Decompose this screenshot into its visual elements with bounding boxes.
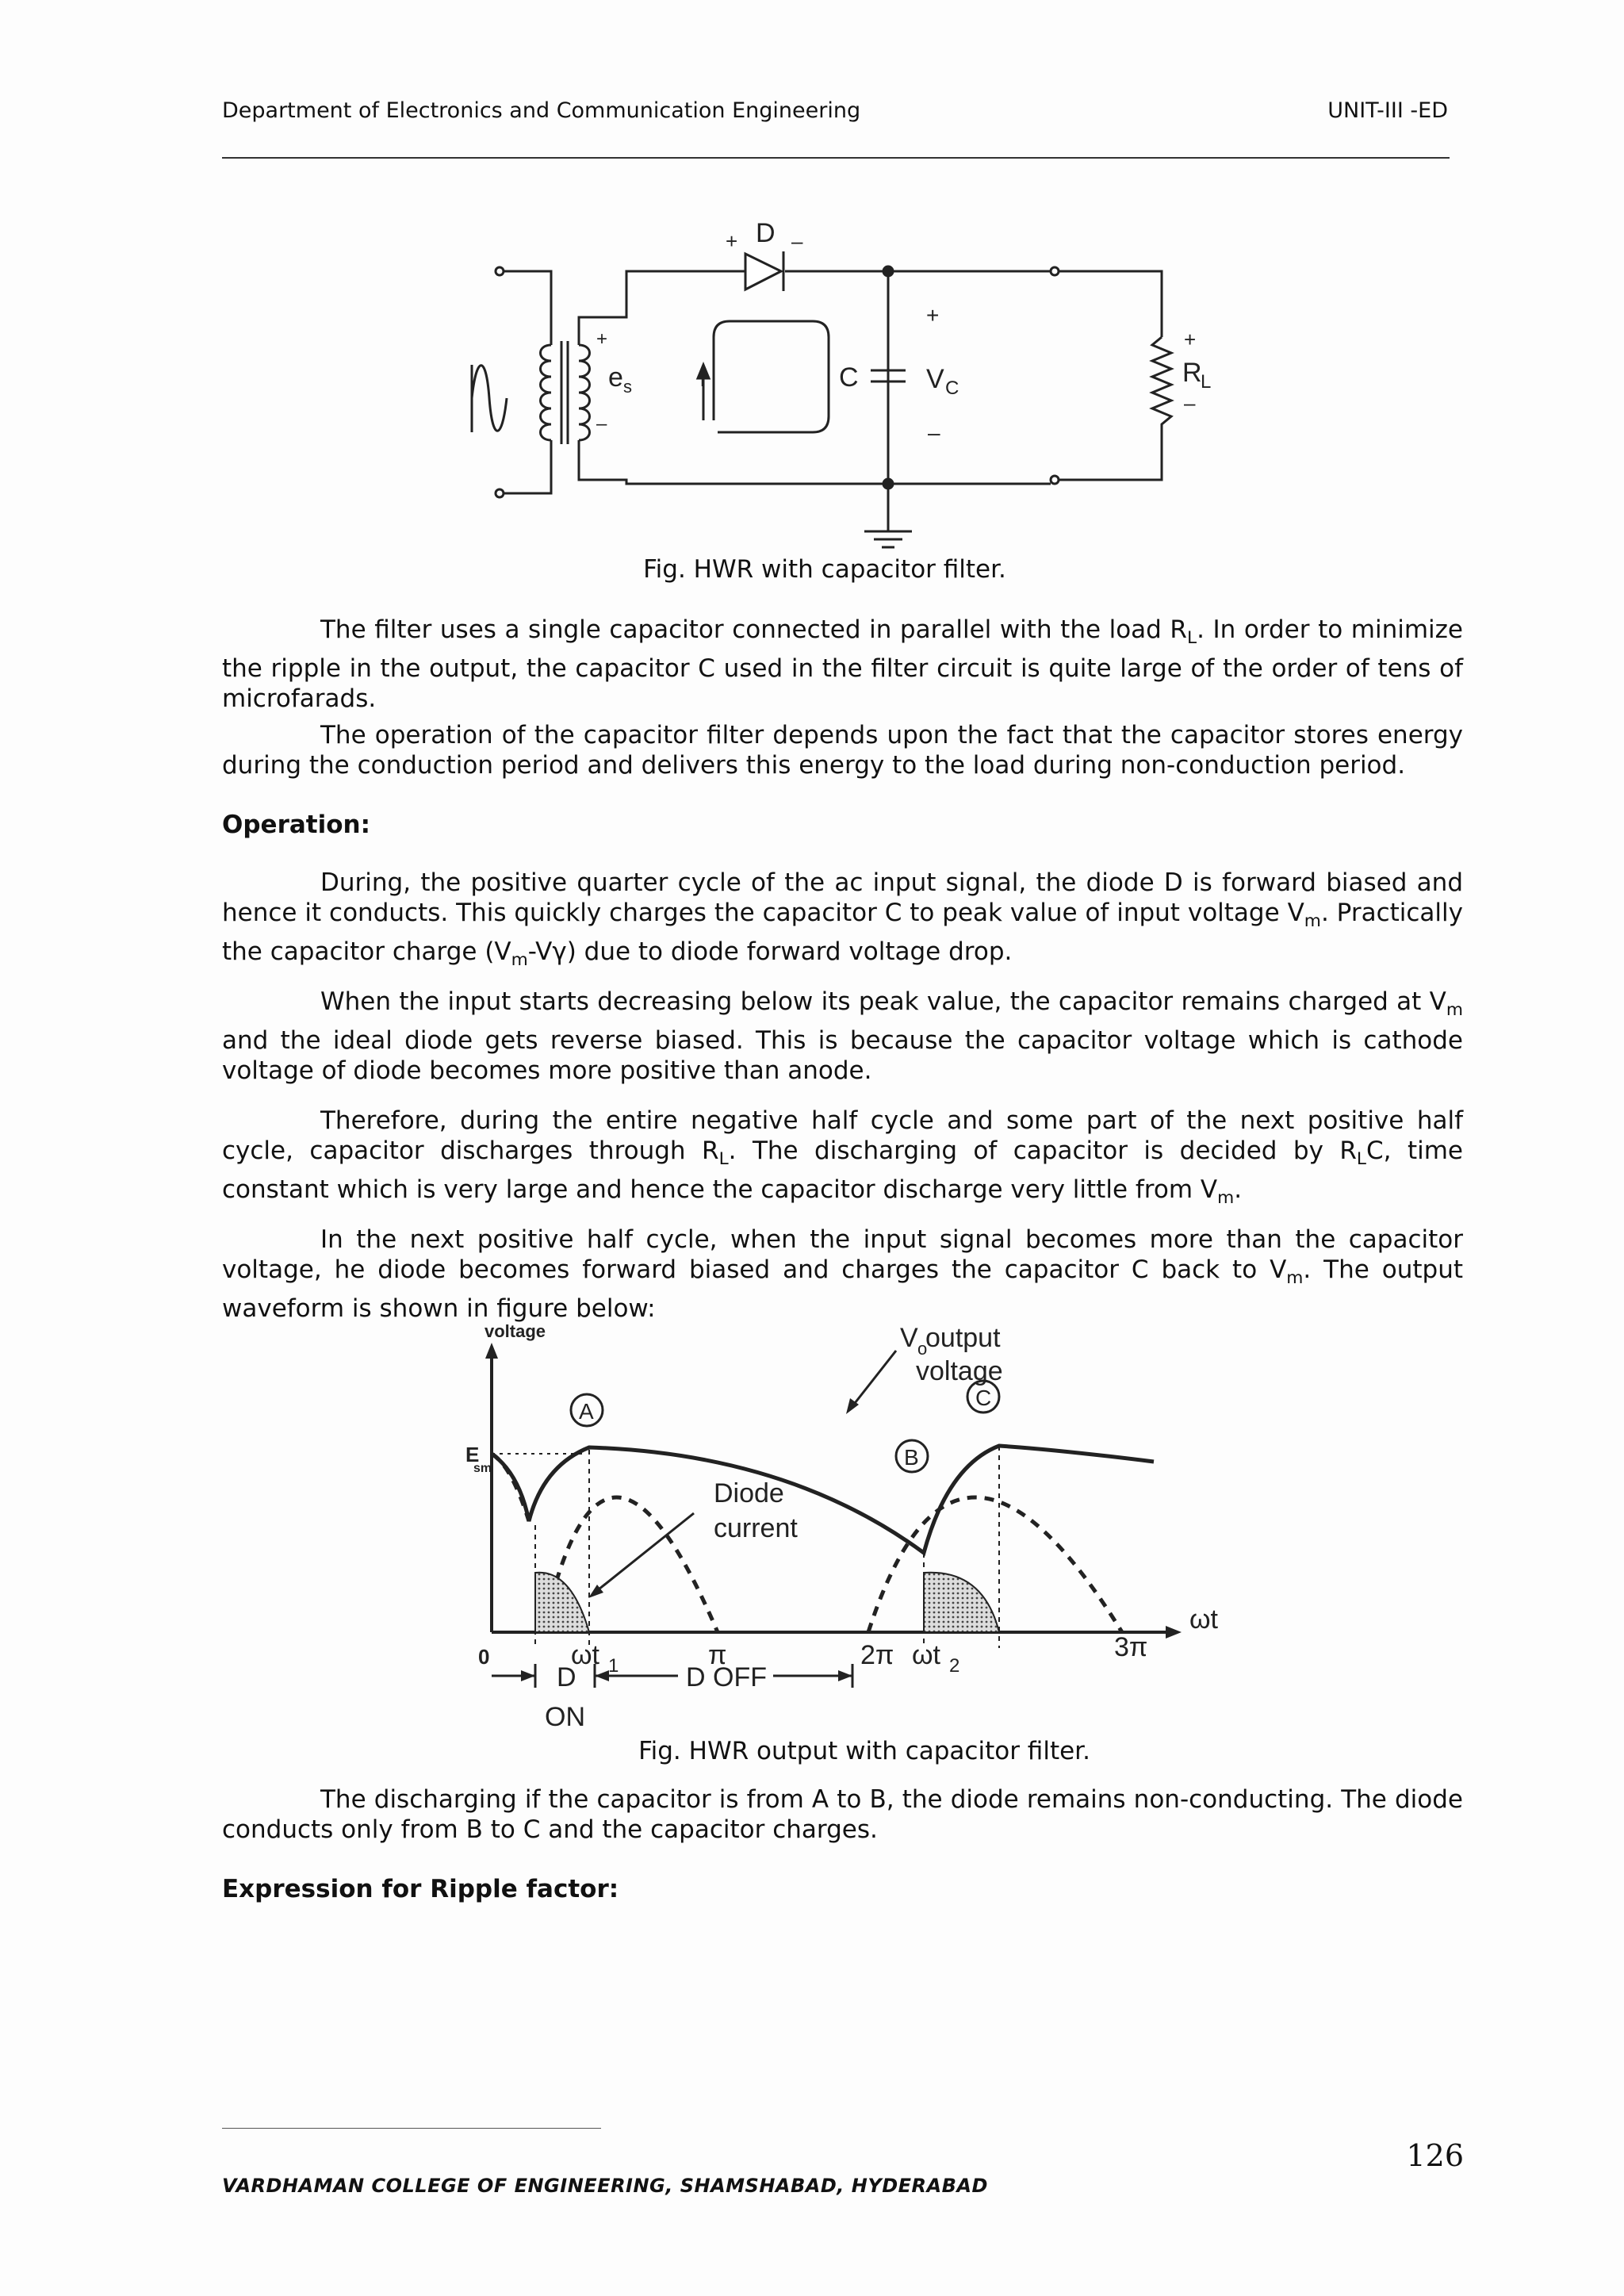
footer-rule (222, 2128, 601, 2129)
svg-text:A: A (579, 1399, 594, 1424)
svg-text:C: C (945, 378, 959, 399)
svg-text:ωt: ωt (912, 1640, 940, 1670)
svg-text:D OFF: D OFF (686, 1662, 767, 1692)
header-department: Department of Electronics and Communication Engineering (222, 98, 861, 123)
heading-operation: Operation: (222, 811, 370, 839)
load-wire (1059, 271, 1162, 480)
svg-text:o: o (917, 1339, 928, 1359)
sine-source-icon (472, 365, 507, 432)
svg-text:–: – (791, 229, 803, 253)
svg-text:+: + (596, 328, 608, 350)
secondary-winding (579, 345, 590, 440)
svg-text:C: C (975, 1386, 992, 1410)
input-terminal-bottom (496, 489, 504, 497)
svg-text:ωt: ωt (571, 1640, 599, 1670)
svg-text:ON: ON (545, 1702, 585, 1732)
svg-text:–: – (1184, 391, 1196, 415)
page-number: 126 (1406, 2138, 1464, 2173)
svg-text:D: D (557, 1662, 576, 1692)
svg-text:2π: 2π (860, 1640, 894, 1670)
paragraph-discharge-summary: The discharging if the capacitor is from A to B, the diode remains non-conducting. The diode conducts only from B to C and the capacitor charges. (222, 1785, 1463, 1844)
svg-text:0: 0 (478, 1645, 490, 1669)
svg-text:2: 2 (949, 1655, 960, 1677)
paragraph-next-cycle: In the next positive half cycle, when the input signal becomes more than the capacitor voltage, he diode becomes forward biased and charges the capacitor C back to $V_m$. The output waveform is shown in figure below: (222, 1225, 1463, 1324)
paragraph-filter-operation: The operation of the capacitor filter depends upon the fact that the capacitor stores energy during the conduction period and delivers this energy to the load during non-conduction period. (222, 721, 1463, 780)
header-rule (222, 157, 1450, 159)
svg-text:s: s (623, 377, 632, 397)
hwr-circuit-diagram (444, 202, 1253, 567)
svg-text:+: + (1184, 328, 1197, 351)
hwr-output-waveform (456, 1315, 1249, 1743)
paragraph-filter-intro: The filter uses a single capacitor connected in parallel with the load $R_L$. In order to minimize the ripple in the output, the capacitor C used in the filter circuit is quite large of the order of tens of microfarads. (222, 615, 1463, 714)
figure2-caption: Fig. HWR output with capacitor filter. (638, 1737, 1090, 1765)
primary-wire (504, 271, 551, 493)
paragraph-quarter-cycle: During, the positive quarter cycle of the ac input signal, the diode D is forward biased and hence it conducts. This quickly charges the capacitor C to peak value of input voltage $V_m$. Practically the capacitor charge $(V_m-V\gamma)$ due to diode forward voltage drop. (222, 868, 1463, 971)
output-voltage-curve (492, 1446, 1154, 1553)
svg-text:1: 1 (608, 1655, 619, 1677)
svg-text:+: + (926, 303, 940, 328)
svg-text:–: – (596, 413, 607, 435)
diode-symbol (745, 254, 781, 289)
svg-text:Diode: Diode (714, 1478, 784, 1508)
secondary-wire (579, 271, 1051, 484)
svg-text:L: L (1201, 371, 1212, 393)
primary-winding (541, 345, 552, 440)
paragraph-decreasing-input: When the input starts decreasing below its peak value, the capacitor remains charged at $V_m$ and the ideal diode gets reverse biased. This is because the capacitor voltage which is cathode voltage of diode becomes more positive than anode. (222, 987, 1463, 1086)
heading-ripple-factor: Expression for Ripple factor: (222, 1875, 619, 1903)
svg-text:B: B (904, 1445, 919, 1470)
svg-text:π: π (708, 1640, 727, 1670)
svg-text:e: e (608, 362, 623, 393)
svg-text:+: + (726, 229, 738, 253)
footer-college-name: VARDHAMAN COLLEGE OF ENGINEERING, SHAMSHABAD, HYDERABAD (222, 2175, 988, 2197)
svg-text:voltage: voltage (485, 1321, 546, 1341)
svg-text:output: output (925, 1323, 1001, 1353)
paragraph-discharge: Therefore, during the entire negative half cycle and some part of the next positive half cycle, capacitor discharges through $R_L$. The discharging of capacitor is decided by $R_LC$, time constant which is very large and hence the capacitor discharge very little from $V_m$. (222, 1106, 1463, 1209)
svg-text:R: R (1182, 358, 1202, 388)
svg-text:3π: 3π (1114, 1632, 1148, 1662)
load-resistor (1152, 337, 1171, 432)
svg-text:voltage: voltage (916, 1356, 1003, 1386)
diode-current-pulse-1 (535, 1573, 589, 1632)
svg-text:V: V (900, 1323, 918, 1353)
svg-text:V: V (926, 364, 944, 394)
diode-current-pulse-2 (924, 1573, 999, 1632)
output-terminal-top (1051, 267, 1059, 275)
svg-text:I: I (699, 366, 707, 392)
input-arc-1 (492, 1454, 529, 1521)
svg-text:D: D (756, 218, 776, 248)
header-unit: UNIT-III -ED (1327, 98, 1448, 123)
svg-text:sm: sm (473, 1462, 492, 1475)
svg-text:C: C (839, 362, 859, 393)
svg-text:–: – (928, 420, 940, 445)
figure1-caption: Fig. HWR with capacitor filter. (643, 555, 1006, 584)
svg-text:E: E (465, 1443, 480, 1466)
output-terminal-bottom (1051, 476, 1059, 484)
svg-text:current: current (714, 1513, 798, 1543)
input-terminal-top (496, 267, 504, 275)
svg-text:ωt: ωt (1189, 1604, 1218, 1635)
input-arc-3 (868, 1497, 1122, 1632)
current-loop (714, 321, 829, 432)
